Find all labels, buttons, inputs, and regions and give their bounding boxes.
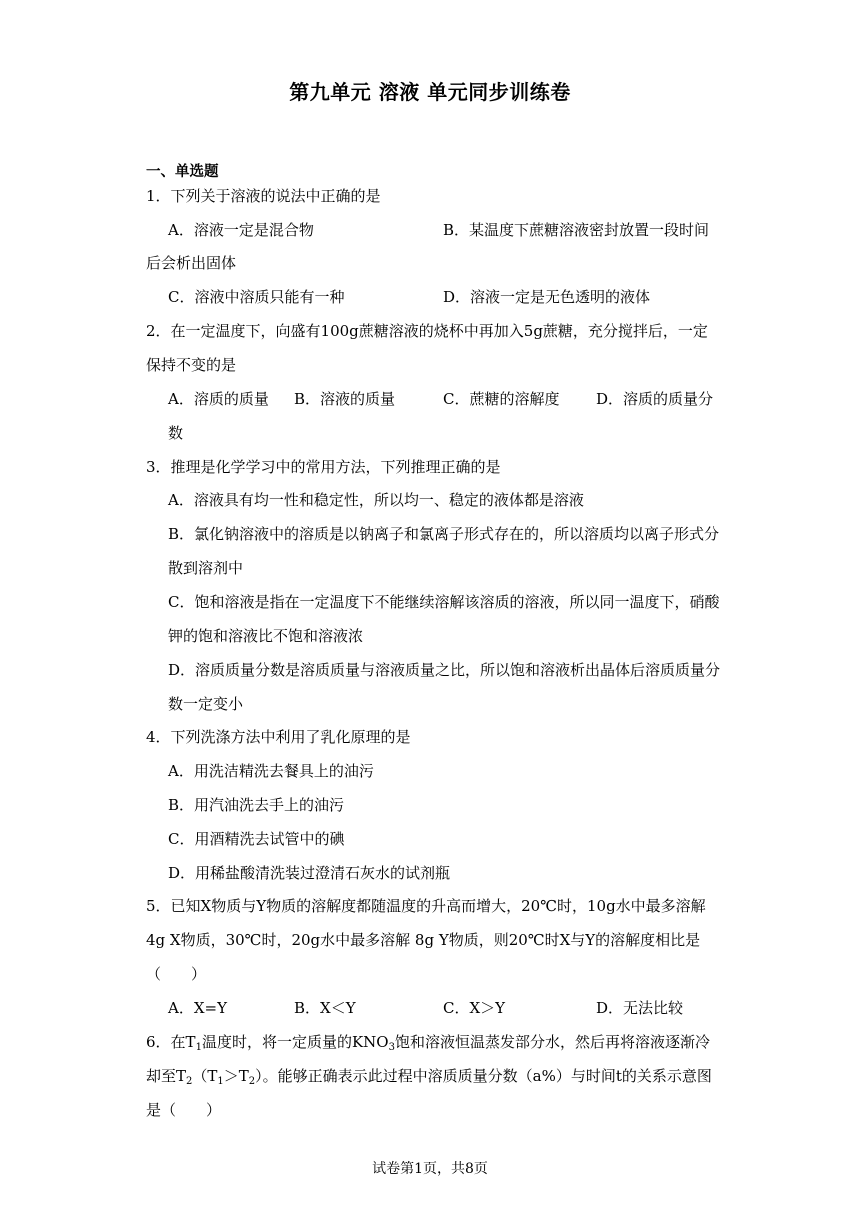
question-2-option-d: D．溶质的质量分 xyxy=(596,390,714,408)
q6-text-2a: 却至T xyxy=(146,1067,187,1085)
question-3-stem: 3．推理是化学学习中的常用方法，下列推理正确的是 xyxy=(146,458,501,476)
question-4-option-c: C．用酒精洗去试管中的碘 xyxy=(168,830,345,848)
question-5-answer-blank: （ ） xyxy=(146,965,207,983)
question-1-stem: 1．下列关于溶液的说法中正确的是 xyxy=(146,187,381,205)
question-3-option-c-cont: 钾的饱和溶液比不饱和溶液浓 xyxy=(168,627,364,645)
question-2-option-b: B．溶液的质量 xyxy=(294,390,396,408)
question-2-option-c: C．蔗糖的溶解度 xyxy=(443,390,560,408)
question-1-option-a: A．溶液一定是混合物 xyxy=(168,221,314,239)
question-5-stem: 5．已知X物质与Y物质的溶解度都随温度的升高而增大，20℃时，10g水中最多溶解 xyxy=(146,897,706,915)
q6-text-1a: 6．在T xyxy=(146,1033,196,1051)
question-4-stem: 4．下列洗涤方法中利用了乳化原理的是 xyxy=(146,728,411,746)
question-5-option-b: B．X＜Y xyxy=(294,999,356,1017)
question-2-stem-cont: 保持不变的是 xyxy=(146,356,237,374)
question-1-option-c: C．溶液中溶质只能有一种 xyxy=(168,288,345,306)
question-6-stem-cont xyxy=(146,1066,712,1086)
question-2-stem: 2．在一定温度下，向盛有100g蔗糖溶液的烧杯中再加入5g蔗糖，充分搅拌后，一定 xyxy=(146,322,708,340)
question-4-option-b: B．用汽油洗去手上的油污 xyxy=(168,796,345,814)
question-3-option-d: D．溶质质量分数是溶质质量与溶液质量之比，所以饱和溶液析出晶体后溶质质量分 xyxy=(168,661,721,679)
question-3-option-b-cont: 散到溶剂中 xyxy=(168,559,244,577)
q6-text-2b: （T xyxy=(192,1067,218,1085)
question-5-option-d: D．无法比较 xyxy=(596,999,684,1017)
question-1-option-b-cont: 后会析出固体 xyxy=(146,254,237,272)
question-6-answer-blank: 是（ ） xyxy=(146,1101,222,1119)
section-heading: 一、单选题 xyxy=(146,164,219,180)
q6-sub-4: 1 xyxy=(217,1076,224,1087)
question-1-option-d: D．溶液一定是无色透明的液体 xyxy=(443,288,651,306)
page-title: 第九单元 溶液 单元同步训练卷 xyxy=(289,80,571,104)
question-2-option-d-cont: 数 xyxy=(168,424,184,442)
question-4-option-d: D．用稀盐酸清洗装过澄清石灰水的试剂瓶 xyxy=(168,864,451,882)
question-6-stem xyxy=(146,1032,710,1052)
question-3-option-c: C．饱和溶液是指在一定温度下不能继续溶解该溶质的溶液，所以同一温度下，硝酸 xyxy=(168,593,720,611)
q6-sub-2: 3 xyxy=(388,1042,395,1053)
question-5-option-a: A．X=Y xyxy=(168,999,227,1017)
q6-text-1b: 温度时，将一定质量的KNO xyxy=(201,1033,389,1051)
question-2-option-a: A．溶质的质量 xyxy=(168,390,269,408)
q6-text-2c: ＞T xyxy=(223,1067,249,1085)
question-4-option-a: A．用洗洁精洗去餐具上的油污 xyxy=(168,762,374,780)
question-5-option-c: C．X＞Y xyxy=(443,999,506,1017)
q6-text-1c: 饱和溶液恒温蒸发部分水，然后再将溶液逐渐冷 xyxy=(394,1033,710,1051)
question-3-option-a: A．溶液具有均一性和稳定性，所以均一、稳定的液体都是溶液 xyxy=(168,491,584,509)
page-footer: 试卷第1页，共8页 xyxy=(372,1161,488,1177)
q6-sub-5: 2 xyxy=(248,1076,256,1087)
question-5-stem-cont: 4g X物质，30℃时，20g水中最多溶解 8g Y物质，则20℃时X与Y的溶解度相比是 xyxy=(146,931,701,949)
q6-text-2d: ）。能够正确表示此过程中溶质质量分数（a%）与时间t的关系示意图 xyxy=(255,1067,712,1085)
question-3-option-d-cont: 数一定变小 xyxy=(168,695,244,713)
question-3-option-b: B．氯化钠溶液中的溶质是以钠离子和氯离子形式存在的，所以溶质均以离子形式分 xyxy=(168,525,720,543)
question-1-option-b: B．某温度下蔗糖溶液密封放置一段时间 xyxy=(443,221,710,239)
q6-sub-1: 1 xyxy=(195,1042,202,1053)
q6-sub-3: 2 xyxy=(186,1076,193,1087)
